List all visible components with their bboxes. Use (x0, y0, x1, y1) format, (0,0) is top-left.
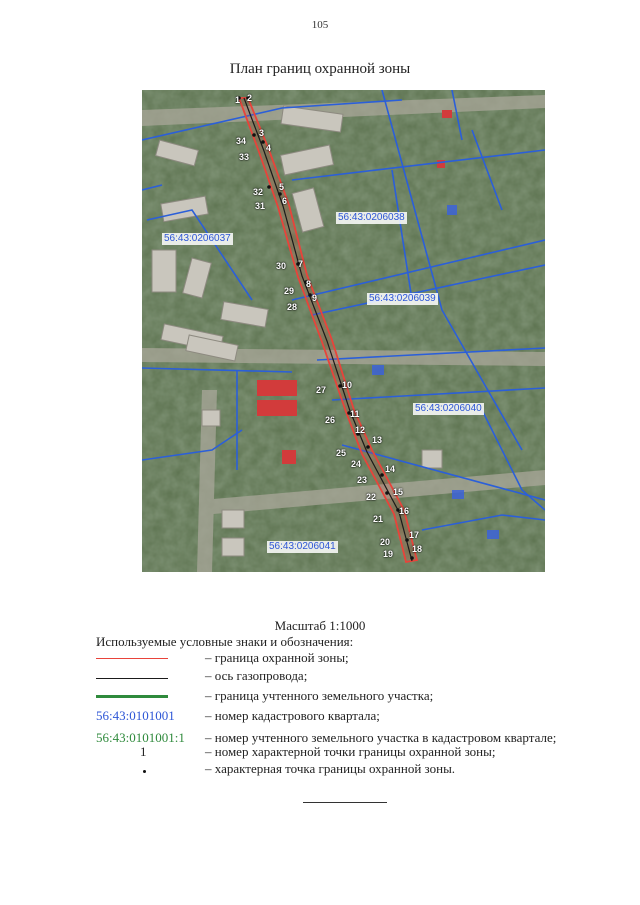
point-number-label: 10 (342, 380, 353, 390)
legend-description: – номер кадастрового квартала; (205, 708, 380, 723)
cadastral-quarter-label: 56:43:0206039 (369, 293, 436, 304)
point-number-label: 5 (279, 182, 285, 192)
point-number-label: 14 (385, 464, 396, 474)
legend-item-quarter-number (96, 708, 596, 724)
point-number-sample: 1 (140, 744, 147, 759)
point-number-label: 34 (236, 136, 247, 146)
point-symbol (143, 770, 146, 773)
point-number-label: 28 (287, 302, 298, 312)
quarter-number-sample: 56:43:0101001 (96, 708, 175, 723)
point-number-label: 24 (351, 459, 362, 469)
legend-item-point-number (96, 744, 596, 760)
legend-sample (96, 650, 171, 666)
legend-item-zone-boundary (96, 650, 596, 666)
cadastral-quarter-label: 56:43:0206037 (164, 233, 231, 244)
point-number-label: 16 (399, 506, 410, 516)
point-number-label: 31 (255, 201, 266, 211)
cadastral-quarter-label: 56:43:0206041 (269, 541, 336, 552)
point-number-label: 29 (284, 286, 295, 296)
legend-description: – граница учтенного земельного участка; (205, 688, 434, 703)
legend-description: – номер учтенного земельного участка в кадастровом квартале; (205, 730, 557, 745)
point-number-label: 7 (298, 259, 304, 269)
point-number-label: 19 (383, 549, 394, 559)
cadastral-quarter-label: 56:43:0206040 (415, 403, 482, 414)
map-svg (142, 90, 545, 572)
legend-description: – граница охранной зоны; (205, 650, 349, 665)
point-number-label: 13 (372, 435, 383, 445)
legend-item-gas-axis (96, 668, 596, 684)
signature-line (303, 802, 387, 803)
zone-map (142, 90, 545, 572)
point-number-label: 9 (312, 293, 318, 303)
point-number-label: 22 (366, 492, 377, 502)
legend-sample (96, 708, 175, 724)
legend-heading: Используемые условные знаки и обозначения: (96, 634, 354, 649)
point-number-label: 3 (259, 128, 265, 138)
page-title: План границ охранной зоны (229, 61, 411, 77)
black-line-symbol (96, 678, 168, 679)
point-number-label: 15 (393, 487, 404, 497)
page-number: 105 (311, 19, 329, 31)
point-number-label: 8 (306, 279, 312, 289)
point-number-label: 1 (235, 95, 241, 105)
map-scale: Масштаб 1:1000 (274, 618, 366, 633)
point-number-label: 32 (253, 187, 264, 197)
legend-sample (96, 744, 171, 760)
legend-item-parcel-boundary (96, 688, 596, 704)
red-line-symbol (96, 658, 168, 659)
legend-description: – ось газопровода; (205, 668, 308, 683)
point-number-label: 25 (336, 448, 347, 458)
point-number-label: 6 (282, 196, 288, 206)
legend-sample (96, 688, 171, 704)
legend-description: – характерная точка границы охранной зоны. (205, 761, 456, 776)
cadastral-quarter-label: 56:43:0206038 (338, 212, 405, 223)
point-number-label: 18 (412, 544, 423, 554)
legend-sample (96, 668, 171, 684)
point-number-label: 27 (316, 385, 327, 395)
legend-item-point (96, 761, 596, 777)
point-number-label: 17 (409, 530, 420, 540)
point-number-label: 21 (373, 514, 384, 524)
green-line-symbol (96, 695, 168, 698)
point-number-label: 2 (247, 93, 253, 103)
point-number-label: 20 (380, 537, 391, 547)
legend-sample (96, 761, 171, 777)
point-number-label: 26 (325, 415, 336, 425)
legend-description: – номер характерной точки границы охранной зоны; (205, 744, 496, 759)
point-number-label: 23 (357, 475, 368, 485)
point-number-label: 12 (355, 425, 366, 435)
parcel-number-sample: 56:43:0101001:1 (96, 730, 185, 745)
point-number-label: 33 (239, 152, 250, 162)
point-number-label: 11 (350, 409, 360, 419)
point-number-label: 30 (276, 261, 287, 271)
point-number-label: 4 (266, 143, 272, 153)
